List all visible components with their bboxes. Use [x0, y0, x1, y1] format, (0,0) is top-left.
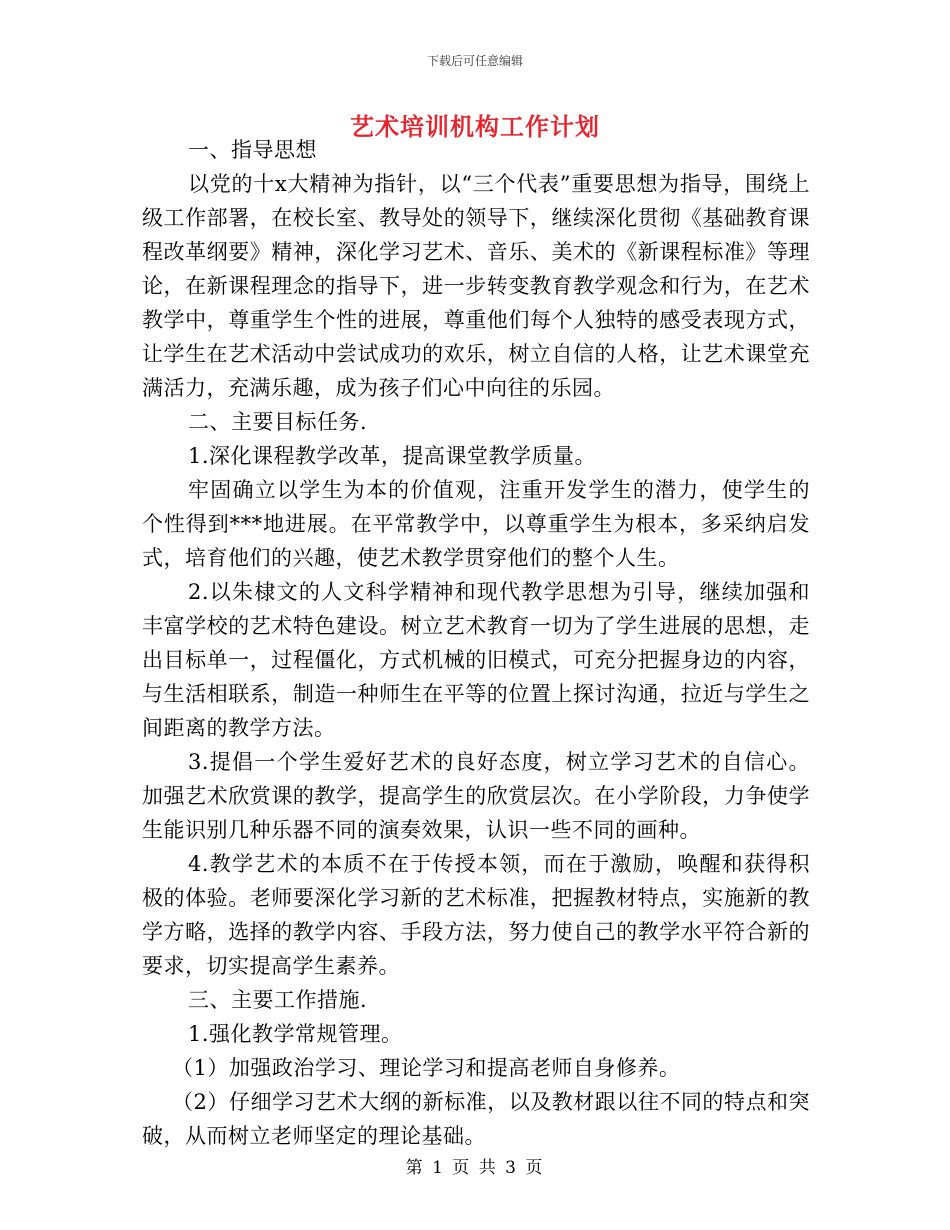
section-heading-guiding-thought: 一、指导思想 — [188, 138, 317, 162]
paragraph: 3.提倡一个学生爱好艺术的良好态度，树立学习艺术的自信心。加强艺术欣赏课的教学，提高学生的欣赏层次。在小学阶段，力争使学生能识别几种乐器不同的演奏效果，认识一些不同的画种。 — [142, 750, 810, 842]
paragraph: 2.以朱棣文的人文科学精神和现代教学思想为引导，继续加强和丰富学校的艺术特色建设。树立艺术教育一切为了学生进展的思想，走出目标单一，过程僵化，方式机械的旧模式，可充分把握身边的内容，与生活相联系，制造一种师生在平等的位置上探讨沟通，拉近与学生之间距离的教学方法。 — [142, 580, 810, 740]
list-item-heading: 1.深化课程教学改革，提高课堂教学质量。 — [188, 444, 597, 468]
sub-list-item: （1）加强政治学习、理论学习和提高老师自身修养。 — [172, 1056, 681, 1080]
list-item-heading: 1.强化教学常规管理。 — [188, 1022, 403, 1046]
paragraph: 4.教学艺术的本质不在于传授本领，而在于激励，唤醒和获得积极的体验。老师要深化学习新的艺术标准，把握教材特点，实施新的教学方略，选择的教学内容、手段方法，努力使自己的教学水平符合新的要求，切实提高学生素养。 — [142, 852, 810, 978]
section-heading-main-goals: 二、主要目标任务. — [188, 410, 368, 434]
header-note: 下载后可任意编辑 — [426, 54, 523, 68]
sub-list-item: （2）仔细学习艺术大纲的新标准，以及教材跟以往不同的特点和突破，从而树立老师坚定的理论基础。 — [142, 1090, 810, 1148]
page-footer: 第 1 页 共 3 页 — [405, 1158, 545, 1178]
paragraph: 牢固确立以学生为本的价值观，注重开发学生的潜力，使学生的个性得到***地进展。在平常教学中，以尊重学生为根本，多采纳启发式，培育他们的兴趣，使艺术教学贯穿他们的整个人生。 — [142, 478, 810, 570]
section-heading-measures: 三、主要工作措施. — [188, 988, 368, 1012]
paragraph: 以党的十x大精神为指针，以“三个代表”重要思想为指导，围绕上级工作部署，在校长室、教导处的领导下，继续深化贯彻《基础教育课程改革纲要》精神，深化学习艺术、音乐、美术的《新课程标准》等理论，在新课程理念的指导下，进一步转变教育教学观念和行为，在艺术教学中，尊重学生个性的进展，尊重他们每个人独特的感受表现方式，让学生在艺术活动中尝试成功的欢乐，树立自信的人格，让艺术课堂充满活力，充满乐趣，成为孩子们心中向往的乐园。 — [142, 172, 810, 400]
document-title: 艺术培训机构工作计划 — [350, 112, 600, 141]
document-body — [142, 133, 810, 1153]
